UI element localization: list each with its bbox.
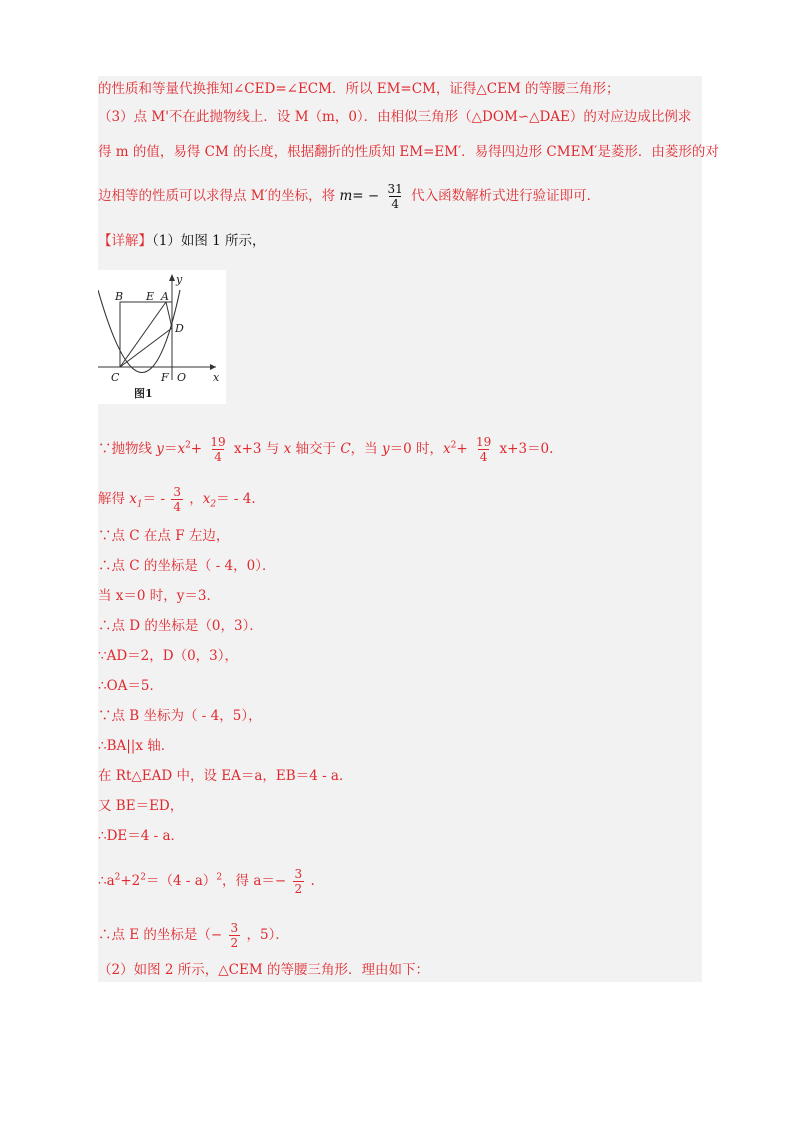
fraction-3-4 bbox=[171, 485, 183, 514]
text-seg: ，5）． bbox=[246, 927, 289, 943]
fraction-numerator: 3 bbox=[230, 921, 239, 935]
text-line-14: ∵点 B 坐标为（ - 4，5）， bbox=[98, 708, 262, 724]
point-label-E: E bbox=[146, 290, 155, 303]
axis-label-x: x bbox=[213, 371, 220, 384]
fraction-3-2-b bbox=[229, 921, 241, 950]
text-line-20 bbox=[98, 921, 289, 950]
text-line-1: 的性质和等量代换推知∠CED=∠ECM．所以 EM=CM，证得△CEM 的等腰三角形； bbox=[98, 81, 620, 97]
text-line-16: 在 Rt△EAD 中，设 EA＝a，EB＝4 - a． bbox=[98, 768, 353, 784]
fraction-31-4 bbox=[386, 182, 405, 211]
fraction-denominator: 4 bbox=[173, 500, 181, 514]
text-seg: x+3＝0. bbox=[499, 441, 554, 457]
math-var: x bbox=[129, 491, 137, 507]
math-eq: = − bbox=[352, 188, 380, 204]
text-line-8: ∵点 C 在点 F 左边， bbox=[98, 528, 230, 544]
figure-1 bbox=[98, 270, 226, 404]
text-seg: ∵抛物线 bbox=[98, 441, 157, 457]
text-line-6: ∵抛物线 $y=x^2+$ $\frac{19}{4}$ x+3 与 x 轴交于 C，当 y＝0 时，$x^2+$ $\frac{19}{4}$ x+3＝0. bbox=[98, 435, 554, 464]
text-line-15: ∴BA||x 轴． bbox=[98, 738, 175, 754]
math-var: x bbox=[283, 441, 292, 457]
text-line-19: $\therefore a^2+2^2=(4 - a)^2$，得 a＝− $\frac{3}{2}$ . bbox=[98, 867, 315, 896]
y-axis-arrow bbox=[169, 274, 175, 281]
text-seg: ＝ - bbox=[142, 491, 166, 507]
fraction-denominator: 4 bbox=[214, 450, 222, 464]
text-line-4 bbox=[98, 182, 600, 211]
fraction-19-4 bbox=[208, 435, 227, 464]
text-seg: ＝0 时， bbox=[389, 441, 443, 457]
math-plus: + bbox=[190, 441, 203, 457]
fraction-numerator: 19 bbox=[475, 435, 492, 449]
fraction-numerator: 3 bbox=[173, 485, 181, 499]
rectangle-shape bbox=[120, 302, 172, 367]
figure-caption: 图1 bbox=[134, 387, 153, 400]
text-seg: 解得 bbox=[98, 491, 130, 507]
math-var-m: m bbox=[339, 188, 353, 204]
text-seg: ∴a bbox=[98, 873, 115, 889]
point-label-C: C bbox=[111, 371, 120, 384]
math-plus: + bbox=[456, 441, 468, 457]
point-label-A: A bbox=[161, 290, 169, 303]
text-seg: x+3 与 bbox=[233, 441, 284, 457]
fraction-denominator: 2 bbox=[230, 936, 239, 950]
text-line-2: （3）点 M'不在此抛物线上．设 M（m，0）．由相似三角形（△DOM∽△DAE）的对应边成比例求 bbox=[98, 109, 692, 125]
text-line-11: ∴点 D 的坐标是（0，3）． bbox=[98, 618, 263, 634]
fraction-denominator: 4 bbox=[479, 450, 488, 464]
math-var: x bbox=[202, 491, 211, 507]
text-seg: . bbox=[310, 873, 315, 889]
text-seg: 轴交于 bbox=[291, 441, 341, 457]
text-line-21: （2）如图 2 所示，△CEM 的等腰三角形．理由如下： bbox=[98, 962, 429, 978]
fraction-numerator: 3 bbox=[294, 867, 303, 881]
parabola-diagram bbox=[98, 270, 226, 404]
text-seg: +2 bbox=[120, 873, 141, 889]
text-line-9: ∴点 C 的坐标是（ - 4，0）． bbox=[98, 558, 276, 574]
math-eq: ＝ bbox=[163, 441, 178, 457]
text-seg: ＝ - 4. bbox=[216, 491, 256, 507]
fraction-denominator: 4 bbox=[391, 197, 399, 211]
fraction-3-2 bbox=[293, 867, 305, 896]
subscript: 2 bbox=[210, 499, 217, 510]
text-line-18: ∴DE＝4 - a． bbox=[98, 828, 185, 844]
detail-tag: 【详解】 bbox=[98, 233, 152, 249]
text-seg: ，当 bbox=[350, 441, 382, 457]
point-label-B: B bbox=[115, 290, 124, 303]
document-panel bbox=[98, 76, 719, 982]
point-label-D: D bbox=[175, 322, 184, 335]
text-line-10: 当 x＝0 时，y＝3． bbox=[98, 588, 221, 604]
point-label-O: O bbox=[177, 371, 187, 384]
text-line-17: 又 BE＝ED， bbox=[98, 798, 184, 814]
text-seg: 边相等的性质可以求得点 M′的坐标，将 bbox=[98, 188, 336, 204]
text-seg: ∴点 E 的坐标是（− bbox=[98, 927, 223, 943]
text-seg: 代入函数解析式进行验证即可． bbox=[411, 188, 601, 204]
math-var: y bbox=[381, 441, 390, 457]
fraction-denominator: 2 bbox=[294, 882, 303, 896]
fraction-numerator: 19 bbox=[210, 435, 226, 449]
text-seg: ＝（4 - a） bbox=[146, 873, 217, 889]
text-seg: （1）如图 1 所示， bbox=[152, 233, 266, 249]
subscript: 1 bbox=[136, 499, 143, 510]
text-seg: ， bbox=[189, 491, 203, 507]
axis-label-y: y bbox=[176, 273, 183, 286]
math-var: y bbox=[156, 441, 164, 457]
math-var: C bbox=[340, 441, 351, 457]
math-var: x bbox=[442, 441, 451, 457]
segment-ED bbox=[166, 302, 172, 328]
x-axis-arrow bbox=[210, 364, 216, 370]
text-line-5 bbox=[98, 232, 266, 250]
point-label-F: F bbox=[161, 371, 169, 384]
text-line-3: 得 m 的值，易得 CM 的长度，根据翻折的性质知 EM=EM′．易得四边形 CMEM′是菱形．由菱形的对 bbox=[98, 144, 719, 160]
text-seg: ，得 a＝− bbox=[222, 873, 287, 889]
fraction-numerator: 31 bbox=[387, 182, 403, 196]
math-var: x bbox=[177, 441, 186, 457]
fraction-19-4-b bbox=[474, 435, 493, 464]
text-line-7 bbox=[98, 485, 256, 514]
text-line-12: ∵AD＝2，D（0，3）， bbox=[98, 648, 239, 664]
text-line-13: ∴OA＝5． bbox=[98, 678, 163, 694]
